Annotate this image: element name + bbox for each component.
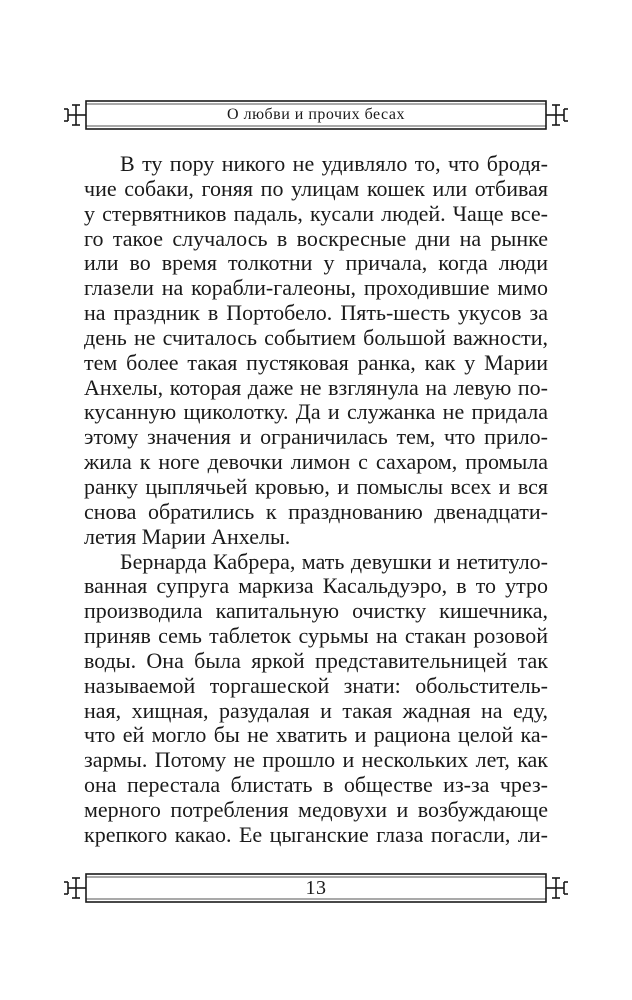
text-line: жила к ноге девочки лимон с сахаром, промыла xyxy=(84,450,548,475)
text-line: чие собаки, гоняя по улицам кошек или отбивая xyxy=(84,176,548,201)
text-line: Бернарда Кабрера, мать девушки и нетитуло- xyxy=(120,549,548,574)
text-line: ванная супруга маркиза Касальдуэро, в то утро xyxy=(84,574,548,599)
text-line: глазели на корабли-галеоны, проходившие мимо xyxy=(84,276,548,301)
text-line: крепкого какао. Ее цыганские глаза погасли, ли- xyxy=(84,822,548,847)
text-line: она перестала блистать в обществе из-за чрез- xyxy=(84,773,548,798)
text-line: приняв семь таблеток сурьмы на стакан розовой xyxy=(84,624,548,649)
text-line: снова обратились к празднованию двенадцати- xyxy=(84,499,548,524)
text-line: день не считалось событием большой важности, xyxy=(84,325,548,350)
text-line: мерного потребления медовухи и возбуждающе xyxy=(84,797,548,822)
text-line: тем более такая пустяковая ранка, как у Марии xyxy=(84,350,548,375)
text-line: ранку цыплячьей кровью, и помыслы всех и вся xyxy=(84,474,548,499)
text-line: ная, хищная, разудалая и такая жадная на еду, xyxy=(84,698,548,723)
text-line: В ту пору никого не удивляло то, что бродя- xyxy=(120,152,548,176)
text-line: на праздник в Портобело. Пять-шесть укусов за xyxy=(84,301,548,326)
body-text xyxy=(84,152,548,848)
running-title: О любви и прочих бесах xyxy=(227,106,405,123)
text-line: этому значения и ограничилась тем, что прило- xyxy=(84,425,548,450)
text-line: го такое случалось в воскресные дни на рынке xyxy=(84,226,548,251)
text-line: зармы. Потому не прошло и нескольких лет, как xyxy=(84,748,548,773)
text-line: у стервятников падаль, кусали людей. Чаще все- xyxy=(84,201,548,226)
page-number: 13 xyxy=(305,877,327,899)
text-line: воды. Она была яркой представительницей так xyxy=(84,648,548,673)
text-line: что ей могло бы не хватить и рациона целой ка- xyxy=(84,723,548,748)
text-line: называемой торгашеской знати: обольститель- xyxy=(84,673,548,698)
text-line: Анхелы, которая даже не взглянула на левую по- xyxy=(84,375,548,400)
running-header xyxy=(62,97,570,133)
text-line: или во время толкотни у причала, когда люди xyxy=(84,251,548,276)
text-line: производила капитальную очистку кишечника, xyxy=(84,599,548,624)
text-line: кусанную щиколотку. Да и служанка не придала xyxy=(84,400,548,425)
running-footer xyxy=(62,870,570,906)
text-line: летия Марии Анхелы. xyxy=(84,524,291,549)
